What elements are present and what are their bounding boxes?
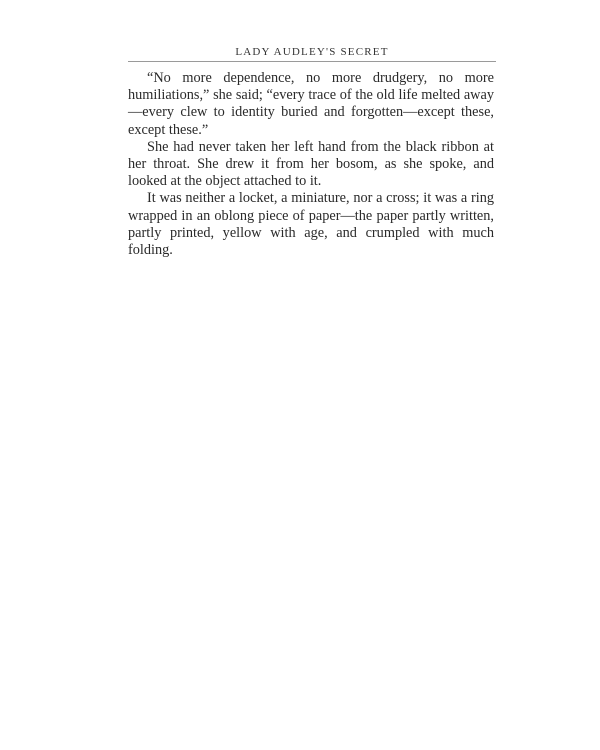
paragraph: She had never taken her left hand from the black ribbon at her throat. She drew it from her bosom, as she spoke, and looked at the object attached to it.: [128, 138, 494, 190]
header-rule: [128, 61, 496, 62]
body-text: [128, 70, 494, 259]
paragraph: It was neither a locket, a miniature, nor a cross; it was a ring wrapped in an oblong piece of paper—the paper partly written, partly printed, yellow with age, and crumpled with much folding.: [128, 190, 494, 259]
running-head: LADY AUDLEY'S SECRET: [235, 46, 389, 58]
paragraph: “No more dependence, no more drudgery, no more humiliations,” she said; “every trace of the old life melted away—every clew to identity buried and forgotten—except these, except these.”: [128, 70, 494, 138]
